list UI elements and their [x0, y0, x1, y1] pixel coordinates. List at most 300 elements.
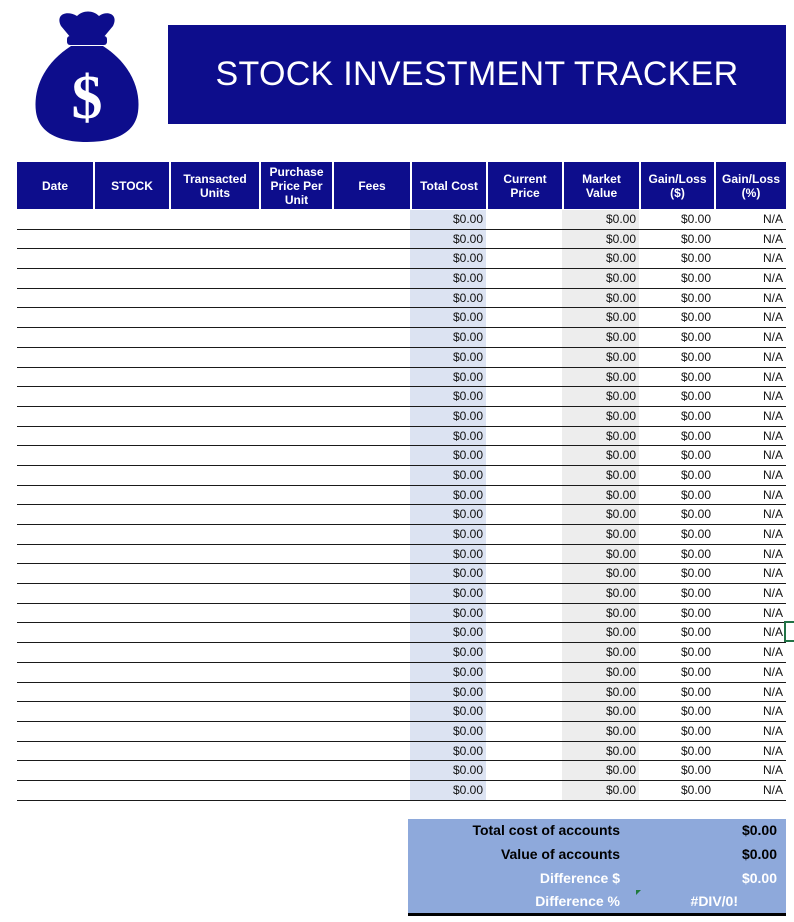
- cell-current-price[interactable]: [486, 604, 562, 623]
- cell-gain-loss-pct[interactable]: N/A: [762, 625, 783, 640]
- cell-gain-loss[interactable]: $0.00: [680, 389, 711, 404]
- cell-date[interactable]: [17, 781, 93, 800]
- cell-current-price[interactable]: [486, 486, 562, 505]
- cell-gain-loss[interactable]: $0.00: [680, 428, 711, 443]
- cell-date[interactable]: [17, 348, 93, 367]
- cell-fees[interactable]: [332, 308, 410, 327]
- cell-market-value[interactable]: $0.00: [562, 249, 639, 268]
- cell-total-cost[interactable]: $0.00: [410, 348, 486, 367]
- cell-fees[interactable]: [332, 210, 410, 229]
- cell-date[interactable]: [17, 505, 93, 524]
- col-header-fees[interactable]: Fees: [332, 162, 410, 209]
- cell-purchase-price[interactable]: [259, 683, 332, 702]
- cell-gain-loss-pct[interactable]: N/A: [762, 271, 783, 286]
- cell-date[interactable]: [17, 722, 93, 741]
- cell-date[interactable]: [17, 269, 93, 288]
- cell-fees[interactable]: [332, 289, 410, 308]
- cell-gain-loss-pct[interactable]: N/A: [762, 349, 783, 364]
- cell-transacted-units[interactable]: [169, 781, 259, 800]
- cell-total-cost[interactable]: $0.00: [410, 525, 486, 544]
- cell-transacted-units[interactable]: [169, 269, 259, 288]
- cell-gain-loss[interactable]: $0.00: [680, 704, 711, 719]
- cell-market-value[interactable]: $0.00: [562, 742, 639, 761]
- col-header-date[interactable]: Date: [17, 162, 93, 209]
- cell-fees[interactable]: [332, 427, 410, 446]
- cell-stock[interactable]: [93, 210, 169, 229]
- cell-stock[interactable]: [93, 505, 169, 524]
- cell-current-price[interactable]: [486, 289, 562, 308]
- cell-purchase-price[interactable]: [259, 210, 332, 229]
- cell-gain-loss[interactable]: $0.00: [680, 566, 711, 581]
- cell-gain-loss[interactable]: $0.00: [680, 625, 711, 640]
- cell-transacted-units[interactable]: [169, 387, 259, 406]
- cell-stock[interactable]: [93, 781, 169, 800]
- cell-market-value[interactable]: $0.00: [562, 525, 639, 544]
- cell-fees[interactable]: [332, 387, 410, 406]
- cell-total-cost[interactable]: $0.00: [410, 427, 486, 446]
- cell-purchase-price[interactable]: [259, 564, 332, 583]
- cell-fees[interactable]: [332, 446, 410, 465]
- cell-date[interactable]: [17, 663, 93, 682]
- cell-stock[interactable]: [93, 545, 169, 564]
- cell-total-cost[interactable]: $0.00: [410, 604, 486, 623]
- cell-purchase-price[interactable]: [259, 308, 332, 327]
- cell-purchase-price[interactable]: [259, 604, 332, 623]
- cell-gain-loss-pct[interactable]: N/A: [762, 507, 783, 522]
- cell-market-value[interactable]: $0.00: [562, 505, 639, 524]
- cell-gain-loss-pct[interactable]: N/A: [762, 605, 783, 620]
- cell-gain-loss-pct[interactable]: N/A: [762, 743, 783, 758]
- cell-current-price[interactable]: [486, 781, 562, 800]
- cell-date[interactable]: [17, 742, 93, 761]
- cell-total-cost[interactable]: $0.00: [410, 210, 486, 229]
- cell-total-cost[interactable]: $0.00: [410, 308, 486, 327]
- cell-total-cost[interactable]: $0.00: [410, 683, 486, 702]
- cell-current-price[interactable]: [486, 328, 562, 347]
- cell-market-value[interactable]: $0.00: [562, 368, 639, 387]
- cell-purchase-price[interactable]: [259, 643, 332, 662]
- cell-date[interactable]: [17, 328, 93, 347]
- cell-fees[interactable]: [332, 407, 410, 426]
- cell-purchase-price[interactable]: [259, 289, 332, 308]
- cell-stock[interactable]: [93, 387, 169, 406]
- cell-total-cost[interactable]: $0.00: [410, 407, 486, 426]
- cell-stock[interactable]: [93, 604, 169, 623]
- cell-current-price[interactable]: [486, 446, 562, 465]
- cell-date[interactable]: [17, 564, 93, 583]
- cell-fees[interactable]: [332, 643, 410, 662]
- cell-total-cost[interactable]: $0.00: [410, 387, 486, 406]
- cell-transacted-units[interactable]: [169, 486, 259, 505]
- cell-gain-loss[interactable]: $0.00: [680, 408, 711, 423]
- cell-gain-loss-pct[interactable]: N/A: [762, 684, 783, 699]
- cell-current-price[interactable]: [486, 230, 562, 249]
- cell-fees[interactable]: [332, 761, 410, 780]
- cell-fees[interactable]: [332, 623, 410, 642]
- cell-purchase-price[interactable]: [259, 368, 332, 387]
- col-header-market-value[interactable]: Market Value: [562, 162, 639, 209]
- cell-total-cost[interactable]: $0.00: [410, 742, 486, 761]
- cell-fees[interactable]: [332, 663, 410, 682]
- cell-transacted-units[interactable]: [169, 564, 259, 583]
- cell-transacted-units[interactable]: [169, 623, 259, 642]
- cell-transacted-units[interactable]: [169, 643, 259, 662]
- cell-market-value[interactable]: $0.00: [562, 427, 639, 446]
- cell-gain-loss[interactable]: $0.00: [680, 212, 711, 226]
- col-header-gain-loss[interactable]: Gain/Loss ($): [639, 162, 714, 209]
- cell-fees[interactable]: [332, 545, 410, 564]
- cell-gain-loss-pct[interactable]: N/A: [762, 369, 783, 384]
- cell-date[interactable]: [17, 683, 93, 702]
- cell-transacted-units[interactable]: [169, 505, 259, 524]
- cell-stock[interactable]: [93, 328, 169, 347]
- cell-stock[interactable]: [93, 230, 169, 249]
- cell-total-cost[interactable]: $0.00: [410, 781, 486, 800]
- cell-stock[interactable]: [93, 427, 169, 446]
- cell-market-value[interactable]: $0.00: [562, 564, 639, 583]
- cell-current-price[interactable]: [486, 505, 562, 524]
- cell-purchase-price[interactable]: [259, 407, 332, 426]
- cell-gain-loss-pct[interactable]: N/A: [762, 448, 783, 463]
- cell-total-cost[interactable]: $0.00: [410, 663, 486, 682]
- cell-gain-loss-pct[interactable]: N/A: [762, 212, 783, 226]
- cell-total-cost[interactable]: $0.00: [410, 230, 486, 249]
- cell-gain-loss-pct[interactable]: N/A: [762, 231, 783, 246]
- cell-stock[interactable]: [93, 683, 169, 702]
- cell-purchase-price[interactable]: [259, 249, 332, 268]
- difference-pct-value[interactable]: #DIV/0!: [690, 893, 738, 909]
- cell-fees[interactable]: [332, 781, 410, 800]
- cell-market-value[interactable]: $0.00: [562, 643, 639, 662]
- cell-current-price[interactable]: [486, 545, 562, 564]
- cell-total-cost[interactable]: $0.00: [410, 269, 486, 288]
- cell-stock[interactable]: [93, 623, 169, 642]
- cell-gain-loss-pct[interactable]: N/A: [762, 330, 783, 345]
- cell-current-price[interactable]: [486, 761, 562, 780]
- cell-purchase-price[interactable]: [259, 230, 332, 249]
- cell-gain-loss[interactable]: $0.00: [680, 330, 711, 345]
- cell-current-price[interactable]: [486, 368, 562, 387]
- cell-transacted-units[interactable]: [169, 761, 259, 780]
- cell-transacted-units[interactable]: [169, 466, 259, 485]
- cell-transacted-units[interactable]: [169, 230, 259, 249]
- cell-gain-loss-pct[interactable]: N/A: [762, 763, 783, 778]
- cell-total-cost[interactable]: $0.00: [410, 702, 486, 721]
- cell-fees[interactable]: [332, 525, 410, 544]
- cell-market-value[interactable]: $0.00: [562, 328, 639, 347]
- cell-gain-loss-pct[interactable]: N/A: [762, 704, 783, 719]
- cell-gain-loss-pct[interactable]: N/A: [762, 566, 783, 581]
- cell-stock[interactable]: [93, 525, 169, 544]
- cell-fees[interactable]: [332, 230, 410, 249]
- cell-transacted-units[interactable]: [169, 722, 259, 741]
- cell-stock[interactable]: [93, 761, 169, 780]
- cell-transacted-units[interactable]: [169, 328, 259, 347]
- cell-date[interactable]: [17, 289, 93, 308]
- cell-transacted-units[interactable]: [169, 604, 259, 623]
- cell-purchase-price[interactable]: [259, 525, 332, 544]
- cell-current-price[interactable]: [486, 663, 562, 682]
- cell-current-price[interactable]: [486, 210, 562, 229]
- cell-purchase-price[interactable]: [259, 348, 332, 367]
- cell-gain-loss-pct[interactable]: N/A: [762, 782, 783, 797]
- cell-total-cost[interactable]: $0.00: [410, 328, 486, 347]
- cell-gain-loss[interactable]: $0.00: [680, 251, 711, 266]
- cell-purchase-price[interactable]: [259, 702, 332, 721]
- cell-fees[interactable]: [332, 564, 410, 583]
- cell-transacted-units[interactable]: [169, 742, 259, 761]
- cell-purchase-price[interactable]: [259, 584, 332, 603]
- cell-transacted-units[interactable]: [169, 446, 259, 465]
- cell-gain-loss-pct[interactable]: N/A: [762, 408, 783, 423]
- cell-current-price[interactable]: [486, 584, 562, 603]
- cell-current-price[interactable]: [486, 525, 562, 544]
- cell-gain-loss-pct[interactable]: N/A: [762, 290, 783, 305]
- cell-gain-loss-pct[interactable]: N/A: [762, 487, 783, 502]
- cell-market-value[interactable]: $0.00: [562, 545, 639, 564]
- cell-transacted-units[interactable]: [169, 663, 259, 682]
- cell-current-price[interactable]: [486, 564, 562, 583]
- cell-purchase-price[interactable]: [259, 466, 332, 485]
- cell-stock[interactable]: [93, 584, 169, 603]
- cell-date[interactable]: [17, 604, 93, 623]
- cell-current-price[interactable]: [486, 387, 562, 406]
- cell-market-value[interactable]: $0.00: [562, 604, 639, 623]
- cell-current-price[interactable]: [486, 702, 562, 721]
- cell-transacted-units[interactable]: [169, 407, 259, 426]
- cell-transacted-units[interactable]: [169, 702, 259, 721]
- cell-purchase-price[interactable]: [259, 545, 332, 564]
- cell-total-cost[interactable]: $0.00: [410, 584, 486, 603]
- cell-gain-loss[interactable]: $0.00: [680, 763, 711, 778]
- cell-current-price[interactable]: [486, 308, 562, 327]
- cell-stock[interactable]: [93, 269, 169, 288]
- cell-market-value[interactable]: $0.00: [562, 683, 639, 702]
- cell-current-price[interactable]: [486, 722, 562, 741]
- cell-gain-loss-pct[interactable]: N/A: [762, 586, 783, 601]
- cell-purchase-price[interactable]: [259, 486, 332, 505]
- cell-market-value[interactable]: $0.00: [562, 722, 639, 741]
- cell-market-value[interactable]: $0.00: [562, 230, 639, 249]
- cell-fees[interactable]: [332, 702, 410, 721]
- cell-current-price[interactable]: [486, 427, 562, 446]
- cell-current-price[interactable]: [486, 249, 562, 268]
- cell-market-value[interactable]: $0.00: [562, 486, 639, 505]
- cell-gain-loss-pct[interactable]: N/A: [762, 664, 783, 679]
- cell-gain-loss-pct[interactable]: N/A: [762, 389, 783, 404]
- cell-gain-loss[interactable]: $0.00: [680, 527, 711, 541]
- cell-transacted-units[interactable]: [169, 525, 259, 544]
- cell-date[interactable]: [17, 446, 93, 465]
- cell-transacted-units[interactable]: [169, 683, 259, 702]
- cell-fees[interactable]: [332, 505, 410, 524]
- cell-current-price[interactable]: [486, 643, 562, 662]
- cell-total-cost[interactable]: $0.00: [410, 564, 486, 583]
- cell-purchase-price[interactable]: [259, 269, 332, 288]
- cell-stock[interactable]: [93, 663, 169, 682]
- cell-date[interactable]: [17, 308, 93, 327]
- cell-gain-loss[interactable]: $0.00: [680, 645, 711, 660]
- cell-date[interactable]: [17, 486, 93, 505]
- cell-date[interactable]: [17, 387, 93, 406]
- cell-transacted-units[interactable]: [169, 348, 259, 367]
- cell-date[interactable]: [17, 584, 93, 603]
- cell-total-cost[interactable]: $0.00: [410, 466, 486, 485]
- cell-market-value[interactable]: $0.00: [562, 761, 639, 780]
- cell-current-price[interactable]: [486, 466, 562, 485]
- cell-fees[interactable]: [332, 249, 410, 268]
- cell-total-cost[interactable]: $0.00: [410, 486, 486, 505]
- cell-transacted-units[interactable]: [169, 210, 259, 229]
- cell-fees[interactable]: [332, 328, 410, 347]
- cell-date[interactable]: [17, 230, 93, 249]
- cell-market-value[interactable]: $0.00: [562, 446, 639, 465]
- cell-date[interactable]: [17, 427, 93, 446]
- cell-stock[interactable]: [93, 702, 169, 721]
- cell-market-value[interactable]: $0.00: [562, 210, 639, 229]
- cell-stock[interactable]: [93, 486, 169, 505]
- cell-total-cost[interactable]: $0.00: [410, 368, 486, 387]
- cell-transacted-units[interactable]: [169, 427, 259, 446]
- cell-gain-loss[interactable]: $0.00: [680, 782, 711, 797]
- total-cost-value[interactable]: $0.00: [741, 822, 777, 838]
- cell-market-value[interactable]: $0.00: [562, 308, 639, 327]
- cell-purchase-price[interactable]: [259, 387, 332, 406]
- cell-total-cost[interactable]: $0.00: [410, 545, 486, 564]
- cell-total-cost[interactable]: $0.00: [410, 722, 486, 741]
- cell-date[interactable]: [17, 761, 93, 780]
- cell-date[interactable]: [17, 525, 93, 544]
- col-header-gain-loss-pct[interactable]: Gain/Loss (%): [714, 162, 786, 209]
- cell-gain-loss[interactable]: $0.00: [680, 664, 711, 679]
- col-header-transacted-units[interactable]: Transacted Units: [169, 162, 259, 209]
- cell-market-value[interactable]: $0.00: [562, 466, 639, 485]
- cell-purchase-price[interactable]: [259, 663, 332, 682]
- cell-stock[interactable]: [93, 466, 169, 485]
- cell-current-price[interactable]: [486, 269, 562, 288]
- cell-gain-loss-pct[interactable]: N/A: [762, 645, 783, 660]
- cell-market-value[interactable]: $0.00: [562, 584, 639, 603]
- cell-gain-loss-pct[interactable]: N/A: [762, 723, 783, 738]
- cell-gain-loss-pct[interactable]: N/A: [762, 546, 783, 561]
- cell-fees[interactable]: [332, 604, 410, 623]
- cell-stock[interactable]: [93, 564, 169, 583]
- cell-fees[interactable]: [332, 486, 410, 505]
- cell-date[interactable]: [17, 210, 93, 229]
- cell-stock[interactable]: [93, 368, 169, 387]
- cell-market-value[interactable]: $0.00: [562, 348, 639, 367]
- cell-purchase-price[interactable]: [259, 427, 332, 446]
- cell-gain-loss[interactable]: $0.00: [680, 310, 711, 325]
- col-header-stock[interactable]: STOCK: [93, 162, 169, 209]
- cell-date[interactable]: [17, 623, 93, 642]
- cell-current-price[interactable]: [486, 742, 562, 761]
- cell-gain-loss[interactable]: $0.00: [680, 231, 711, 246]
- cell-stock[interactable]: [93, 446, 169, 465]
- cell-gain-loss-pct[interactable]: N/A: [762, 251, 783, 266]
- cell-fees[interactable]: [332, 368, 410, 387]
- cell-gain-loss-pct[interactable]: N/A: [762, 428, 783, 443]
- cell-stock[interactable]: [93, 407, 169, 426]
- cell-purchase-price[interactable]: [259, 328, 332, 347]
- cell-date[interactable]: [17, 368, 93, 387]
- cell-date[interactable]: [17, 643, 93, 662]
- difference-value[interactable]: $0.00: [741, 870, 777, 886]
- cell-date[interactable]: [17, 249, 93, 268]
- cell-stock[interactable]: [93, 643, 169, 662]
- cell-gain-loss[interactable]: $0.00: [680, 507, 711, 522]
- cell-market-value[interactable]: $0.00: [562, 387, 639, 406]
- cell-purchase-price[interactable]: [259, 623, 332, 642]
- cell-total-cost[interactable]: $0.00: [410, 623, 486, 642]
- cell-market-value[interactable]: $0.00: [562, 781, 639, 800]
- cell-transacted-units[interactable]: [169, 545, 259, 564]
- cell-fees[interactable]: [332, 722, 410, 741]
- col-header-total-cost[interactable]: Total Cost: [410, 162, 486, 209]
- cell-gain-loss[interactable]: $0.00: [680, 369, 711, 384]
- cell-date[interactable]: [17, 407, 93, 426]
- col-header-purchase-price[interactable]: Purchase Price Per Unit: [259, 162, 332, 209]
- cell-gain-loss[interactable]: $0.00: [680, 723, 711, 738]
- cell-fees[interactable]: [332, 269, 410, 288]
- cell-purchase-price[interactable]: [259, 761, 332, 780]
- cell-total-cost[interactable]: $0.00: [410, 289, 486, 308]
- value-of-accounts-value[interactable]: $0.00: [741, 846, 777, 862]
- cell-gain-loss[interactable]: $0.00: [680, 467, 711, 482]
- cell-gain-loss-pct[interactable]: N/A: [762, 310, 783, 325]
- cell-total-cost[interactable]: $0.00: [410, 761, 486, 780]
- cell-current-price[interactable]: [486, 407, 562, 426]
- cell-gain-loss[interactable]: $0.00: [680, 349, 711, 364]
- cell-market-value[interactable]: $0.00: [562, 663, 639, 682]
- cell-gain-loss[interactable]: $0.00: [680, 448, 711, 463]
- cell-current-price[interactable]: [486, 683, 562, 702]
- cell-date[interactable]: [17, 702, 93, 721]
- cell-stock[interactable]: [93, 308, 169, 327]
- cell-current-price[interactable]: [486, 348, 562, 367]
- cell-transacted-units[interactable]: [169, 584, 259, 603]
- col-header-current-price[interactable]: Current Price: [486, 162, 562, 209]
- cell-market-value[interactable]: $0.00: [562, 702, 639, 721]
- cell-market-value[interactable]: $0.00: [562, 623, 639, 642]
- cell-stock[interactable]: [93, 348, 169, 367]
- cell-fees[interactable]: [332, 584, 410, 603]
- cell-current-price[interactable]: [486, 623, 562, 642]
- cell-gain-loss[interactable]: $0.00: [680, 487, 711, 502]
- cell-transacted-units[interactable]: [169, 368, 259, 387]
- cell-gain-loss[interactable]: $0.00: [680, 743, 711, 758]
- cell-stock[interactable]: [93, 742, 169, 761]
- cell-gain-loss[interactable]: $0.00: [680, 271, 711, 286]
- cell-purchase-price[interactable]: [259, 742, 332, 761]
- cell-purchase-price[interactable]: [259, 781, 332, 800]
- cell-total-cost[interactable]: $0.00: [410, 249, 486, 268]
- cell-gain-loss[interactable]: $0.00: [680, 605, 711, 620]
- cell-purchase-price[interactable]: [259, 722, 332, 741]
- cell-gain-loss-pct[interactable]: N/A: [762, 467, 783, 482]
- selected-cell[interactable]: [784, 621, 794, 642]
- cell-date[interactable]: [17, 545, 93, 564]
- cell-market-value[interactable]: $0.00: [562, 407, 639, 426]
- cell-transacted-units[interactable]: [169, 308, 259, 327]
- cell-market-value[interactable]: $0.00: [562, 289, 639, 308]
- cell-gain-loss[interactable]: $0.00: [680, 290, 711, 305]
- cell-stock[interactable]: [93, 249, 169, 268]
- cell-total-cost[interactable]: $0.00: [410, 643, 486, 662]
- cell-fees[interactable]: [332, 683, 410, 702]
- cell-transacted-units[interactable]: [169, 289, 259, 308]
- cell-fees[interactable]: [332, 466, 410, 485]
